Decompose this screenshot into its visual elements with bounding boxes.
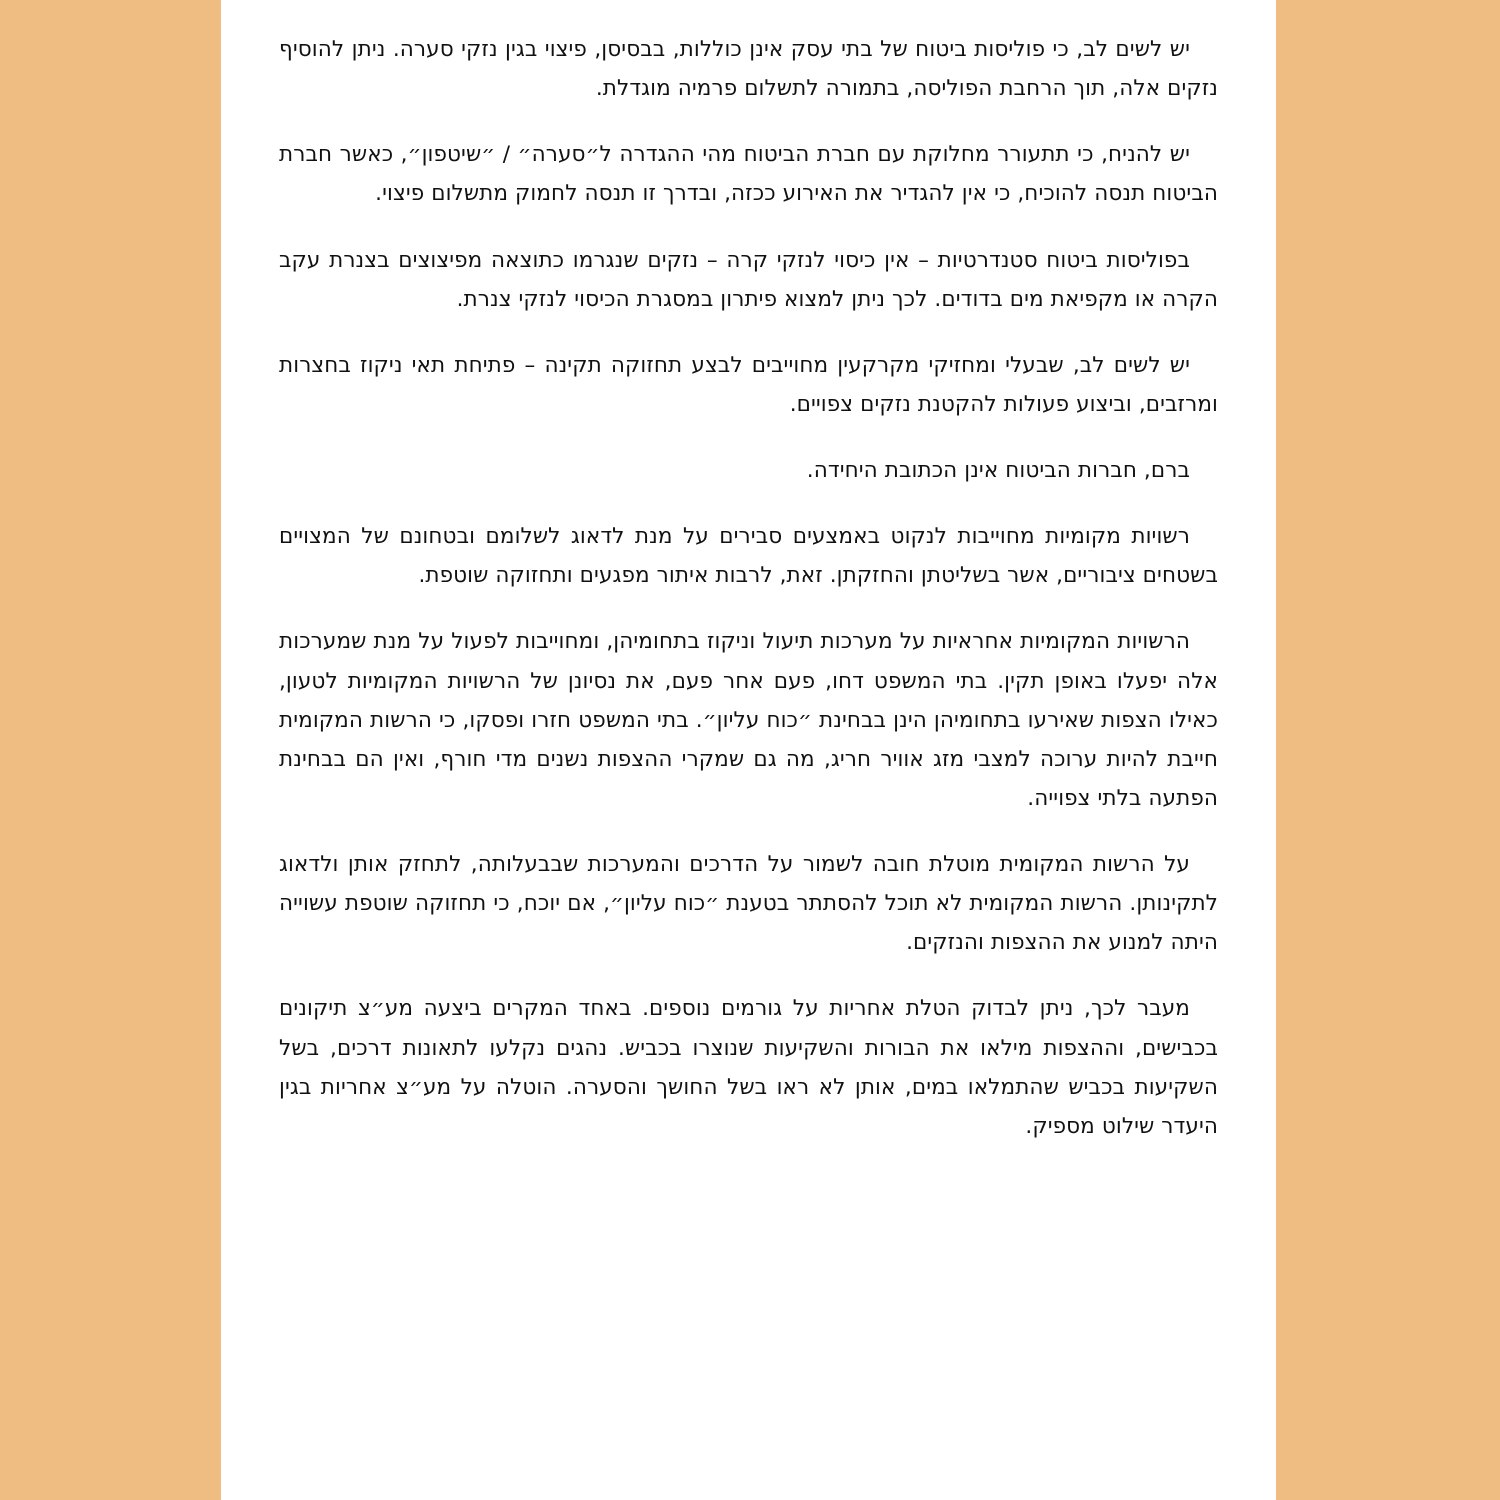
paragraph-6: רשויות מקומיות מחוייבות לנקוט באמצעים סבירים על מנת לדאוג לשלומם ובטחונם של המצויים בשטחים ציבוריים, אשר בשליטתן והחזקתן. זאת, לרבות איתור מפגעים ותחזוקה שוטפת. xyxy=(279,524,1218,589)
document-text-body xyxy=(279,30,1218,1146)
paragraph-5: ברם, חברות הביטוח אינן הכתובת היחידה. xyxy=(806,458,1190,483)
paragraph-2: יש להניח, כי תתעורר מחלוקת עם חברת הביטוח מהי ההגדרה ל״סערה״ / ״שיטפון״, כאשר חברת הביטוח תנסה להוכיח, כי אין להגדיר את האירוע ככזה, ובדרך זו תנסה לחמוק מתשלום פיצוי. xyxy=(279,142,1218,207)
document-page xyxy=(221,0,1276,1500)
paragraph-8: על הרשות המקומית מוטלת חובה לשמור על הדרכים והמערכות שבבעלותה, לתחזק אותן ולדאוג לתקינותן. הרשות המקומית לא תוכל להסתתר בטענת ״כוח עליון״, אם יוכח, כי תחזוקה שוטפת עשוייה היתה למנוע את ההצפות והנזקים. xyxy=(279,852,1218,956)
paragraph-4: יש לשים לב, שבעלי ומחזיקי מקרקעין מחוייבים לבצע תחזוקה תקינה – פתיחת תאי ניקוז בחצרות ומרזבים, וביצוע פעולות להקטנת נזקים צפויים. xyxy=(279,352,1218,417)
paragraph-9: מעבר לכך, ניתן לבדוק הטלת אחריות על גורמים נוספים. באחד המקרים ביצעה מע״צ תיקונים בכבישים, וההצפות מילאו את הבורות והשקיעות שנוצרו בכביש. נהגים נקלעו לתאונות דרכים, בשל השקיעות בכביש שהתמלאו במים, אותן לא ראו בשל החושך והסערה. הוטלה על מע״צ אחריות בגין היעדר שילוט מספיק. xyxy=(279,996,1218,1139)
paragraph-7: הרשויות המקומיות אחראיות על מערכות תיעול וניקוז בתחומיהן, ומחוייבות לפעול על מנת שמערכות אלה יפעלו באופן תקין. בתי המשפט דחו, פעם אחר פעם, את נסיונן של הרשויות המקומיות לטעון, כאילו הצפות שאירעו בתחומיהן הינן בבחינת ״כוח עליון״. בתי המשפט חזרו ופסקו, כי הרשות המקומית חייבת להיות ערוכה למצבי מזג אוויר חריג, מה גם שמקרי ההצפות נשנים מדי חורף, ואין הם בבחינת הפתעה בלתי צפוייה. xyxy=(279,629,1218,811)
paragraph-1: יש לשים לב, כי פוליסות ביטוח של בתי עסק אינן כוללות, בבסיסן, פיצוי בגין נזקי סערה. ניתן להוסיף נזקים אלה, תוך הרחבת הפוליסה, בתמורה לתשלום פרמיה מוגדלת. xyxy=(279,37,1218,102)
paragraph-3: בפוליסות ביטוח סטנדרטיות – אין כיסוי לנזקי קרה – נזקים שנגרמו כתוצאה מפיצוצים בצנרת עקב הקרה או מקפיאת מים בדודים. לכך ניתן למצוא פיתרון במסגרת הכיסוי לנזקי צנרת. xyxy=(279,247,1218,312)
